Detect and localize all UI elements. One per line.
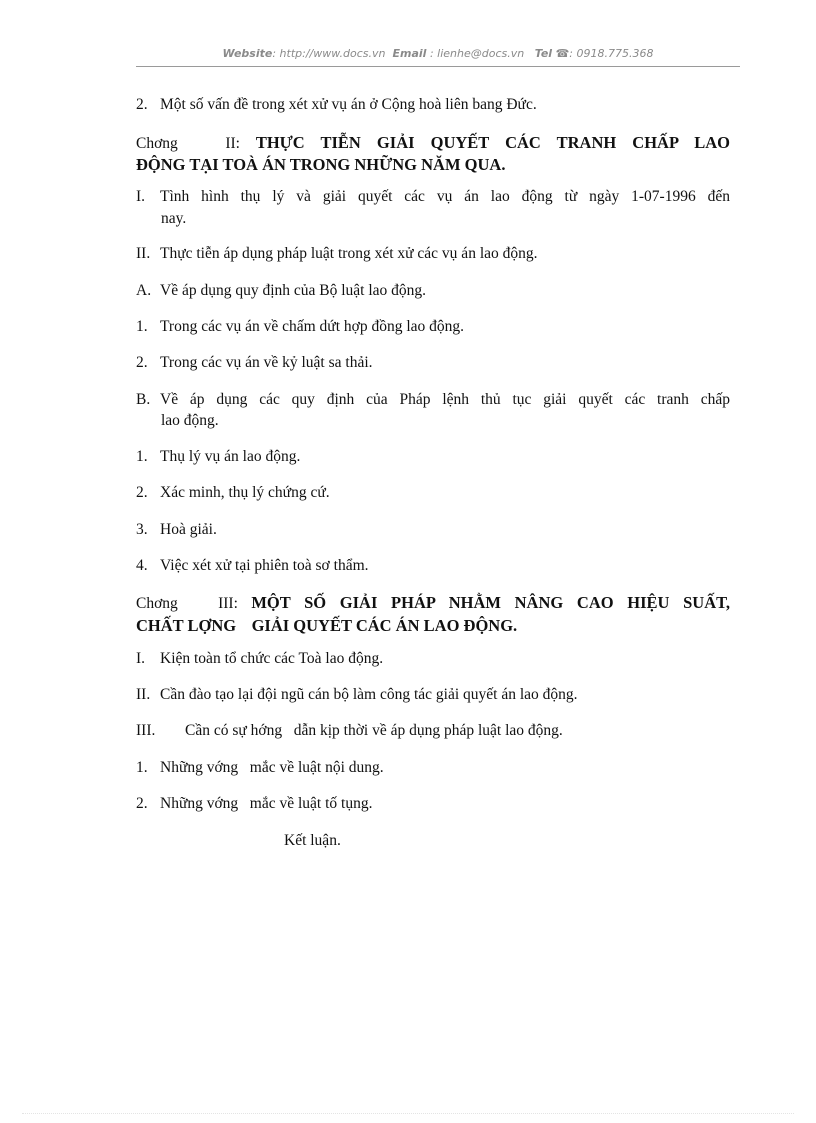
list-item: II. Thực tiễn áp dụng pháp luật trong xét xử các vụ án lao động. bbox=[136, 245, 538, 262]
phone-icon: ☎ bbox=[555, 47, 570, 60]
list-item: III. Cần có sự hớng dẫn kịp thời về áp dụng pháp luật lao động. bbox=[136, 722, 563, 739]
chapter-heading-2: Chơng II: THỰC TIỄN GIẢI QUYẾT CÁC TRANH CHẤP LAO bbox=[136, 133, 730, 152]
list-item: 3. Hoà giải. bbox=[136, 521, 217, 538]
chapter-heading-3: Chơng III: MỘT SỐ GIẢI PHÁP NHẰM NÂNG CAO HIỆU SUẤT, bbox=[136, 593, 731, 612]
conclusion: Kết luận. bbox=[284, 832, 341, 849]
list-item-cont: nay. bbox=[161, 210, 187, 227]
list-item: 2. Trong các vụ án về kỷ luật sa thải. bbox=[136, 354, 373, 371]
list-item: B. Về áp dụng các quy định của Pháp lệnh thủ tục giải quyết các tranh chấp bbox=[136, 391, 730, 408]
chapter-heading-3-cont: CHẤT LỢNG GIẢI QUYẾT CÁC ÁN LAO ĐỘNG. bbox=[136, 616, 518, 635]
chapter-heading-2-cont: ĐỘNG TẠI TOÀ ÁN TRONG NHỮNG NĂM QUA. bbox=[136, 155, 506, 174]
tel-label: Tel bbox=[534, 47, 553, 60]
email-value: : lienhe@docs.vn bbox=[429, 47, 525, 60]
list-item: A. Về áp dụng quy định của Bộ luật lao động. bbox=[136, 282, 427, 299]
list-item: I. Kiện toàn tổ chức các Toà lao động. bbox=[136, 650, 384, 667]
website-label: Website bbox=[222, 47, 273, 60]
list-item: 1. Thụ lý vụ án lao động. bbox=[136, 448, 301, 465]
tel-value: : 0918.775.368 bbox=[569, 47, 654, 60]
list-item: 4. Việc xét xử tại phiên toà sơ thẩm. bbox=[136, 557, 369, 574]
list-item: I. Tình hình thụ lý và giải quyết các vụ án lao động từ ngày 1-07-1996 đến bbox=[136, 188, 730, 205]
email-label: Email bbox=[392, 47, 427, 60]
list-item: 1. Trong các vụ án về chấm dứt hợp đồng lao động. bbox=[136, 318, 465, 335]
page-header bbox=[136, 47, 740, 67]
list-item: 2. Một số vấn đề trong xét xử vụ án ở Cộng hoà liên bang Đức. bbox=[136, 96, 537, 113]
list-item: 2. Những vớng mắc về luật tố tụng. bbox=[136, 795, 373, 812]
list-item: II. Cần đào tạo lại đội ngũ cán bộ làm công tác giải quyết án lao động. bbox=[136, 686, 578, 703]
list-item-cont: lao động. bbox=[161, 412, 219, 429]
header-divider bbox=[136, 66, 740, 67]
website-value: : http://www.docs.vn bbox=[272, 47, 386, 60]
list-item: 2. Xác minh, thụ lý chứng cứ. bbox=[136, 484, 330, 501]
list-item: 1. Những vớng mắc về luật nội dung. bbox=[136, 759, 384, 776]
footer-divider bbox=[22, 1113, 794, 1114]
